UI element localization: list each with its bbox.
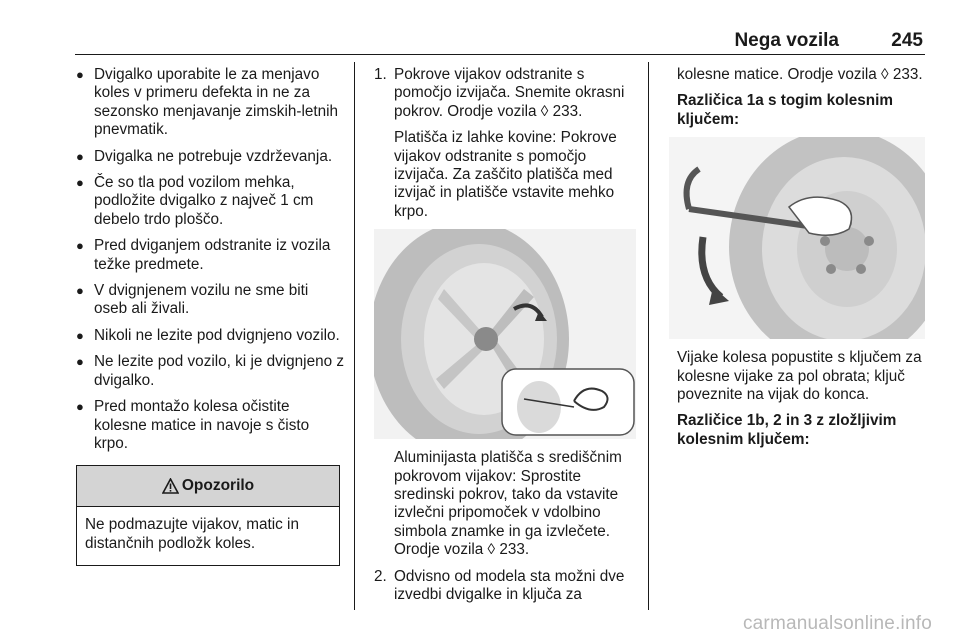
step-1-light-alloy: Platišča iz lahke kovine: Pokrove vijakov odstranite s pomočjo izvijača. Za zaščito platišča med izvijač in platišče vstavite mehko krpo. [394, 129, 617, 220]
list-item: ● V dvignjenem vozilu ne sme biti oseb ali živali. [76, 282, 309, 318]
list-item: ● Ne lezite pod vozilo, ki je dvignjeno z dvigalko. [76, 353, 344, 389]
section-title: Nega vozila [734, 30, 839, 51]
step-2-continued: kolesne matice. Orodje vozila ◊ 233. [677, 66, 923, 83]
warning-box [76, 465, 340, 566]
variant-1a-heading: Različica 1a s togim kolesnim ključem: [677, 92, 893, 128]
page-header [75, 28, 925, 55]
right-column [677, 66, 927, 457]
middle-column [374, 66, 636, 613]
list-item: ● Dvigalka ne potrebuje vzdrževanja. [76, 147, 333, 165]
list-item: ● Če so tla pod vozilom mehka, podložite dvigalko z največ 1 cm debelo trdo ploščo. [76, 174, 314, 228]
wheel-wrench-illustration [669, 137, 925, 339]
variant-1b-heading: Različice 1b, 2 in 3 z zložljivim kolesnim ključem: [677, 412, 897, 448]
column-divider-2 [648, 62, 649, 610]
step-1: 1. Pokrove vijakov odstranite s pomočjo izvijača. Snemite okrasni pokrov. Orodje vozila ◊ 233. [374, 66, 625, 120]
watermark: carmanualsonline.info [742, 613, 932, 634]
variant-1a-text: Vijake kolesa popustite s ključem za kolesne vijake za pol obrata; ključ poveznite na vijak do konca. [677, 349, 922, 404]
column-divider-1 [354, 62, 355, 610]
warning-header [77, 466, 339, 507]
step-2: 2. Odvisno od modela sta možni dve izvedbi dvigalke in ključa za [374, 567, 625, 604]
left-column [76, 66, 344, 566]
step-1-aluminium: Aluminijasta platišča s središčnim pokrovom vijakov: Sprostite sredinski pokrov, tako da vstavite izvlečni pripomoček v vdolbino simbola znamke in ga izvlečete. Orodje vozila ◊ 233. [394, 449, 622, 559]
warning-text: Ne podmazujte vijakov, matic in distančnih podložk koles. [85, 516, 299, 552]
wheel-cover-illustration [374, 229, 636, 439]
bullet-list [76, 66, 344, 453]
list-item: ● Nikoli ne lezite pod dvignjeno vozilo. [76, 326, 340, 344]
list-item: ● Dvigalko uporabite le za menjavo koles v primeru defekta in ne za sezonsko menjavanje zimskih-letnih pnevmatik. [76, 66, 339, 139]
list-item: ● Pred dviganjem odstranite iz vozila težke predmete. [76, 237, 331, 273]
list-item: ● Pred montažo kolesa očistite kolesne matice in navoje s čisto krpo. [76, 398, 310, 452]
warning-title: Opozorilo [181, 477, 255, 495]
page-number: 245 [891, 30, 923, 51]
warning-triangle-icon [162, 478, 179, 494]
